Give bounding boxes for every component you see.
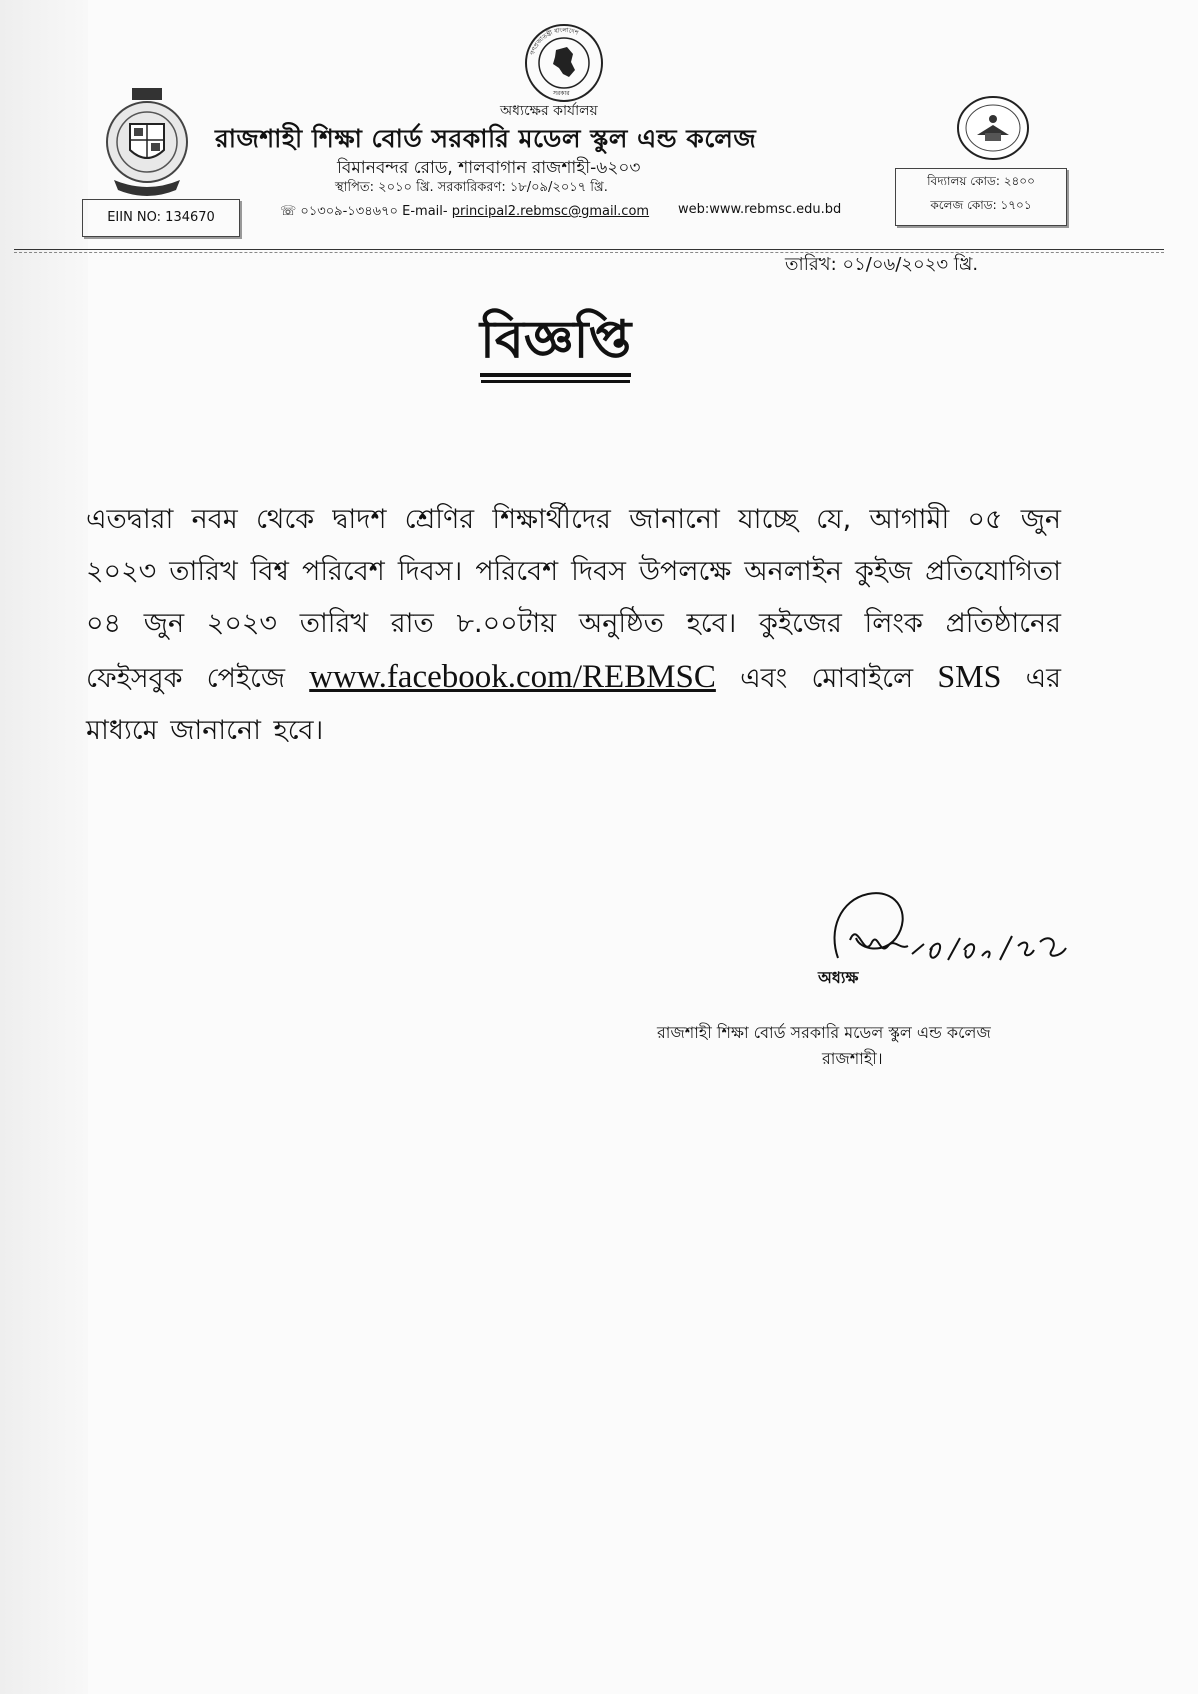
code-box: [895, 168, 1067, 226]
svg-text:সরকার: সরকার: [553, 90, 570, 97]
establishment-info: স্থাপিত: ২০১০ খ্রি. সরকারিকরণ: ১৮/০৯/২০১৭ খ্রি.: [335, 180, 608, 195]
facebook-link[interactable]: www.facebook.com/REBMSC: [309, 659, 716, 695]
school-address: বিমানবন্দর রোড, শালবাগান রাজশাহী-৬২০৩: [337, 158, 641, 178]
website-link[interactable]: web:www.rebmsc.edu.bd: [678, 202, 842, 217]
notice-body-text: এতদ্বারা নবম থেকে দ্বাদশ শ্রেণির শিক্ষার্থীদের জানানো যাচ্ছে যে, আগামী ০৫ জুন ২০২৩ তারিখ বিশ্ব পরিবেশ দিবস। পরিবেশ দিবস উপলক্ষে অনলাইন কুইজ প্রতিযোগিতা ০৪ জুন ২০২৩ তারিখ রাত ৮.০০টায় অনুষ্ঠিত হবে। কুইজের লিংক প্রতিষ্ঠানের ফেইসবুক পেইজে: [86, 504, 1061, 694]
office-label: অধ্যক্ষের কার্যালয়: [500, 103, 598, 119]
school-crest-icon: [102, 84, 192, 200]
svg-text:গণপ্রজাতন্ত্রী বাংলাদেশ: গণপ্রজাতন্ত্রী বাংলাদেশ: [529, 26, 580, 56]
school-name-heading: রাজশাহী শিক্ষা বোর্ড সরকারি মডেল স্কুল এন্ড কলেজ: [215, 124, 757, 153]
notice-body-text-3: এর মাধ্যমে জানানো হবে।: [86, 663, 1061, 746]
scan-edge-shadow: [0, 0, 88, 1694]
notice-body-text-2: এবং মোবাইলে: [740, 663, 914, 694]
signature-city: রাজশাহী।: [822, 1049, 883, 1068]
principal-title: অধ্যক্ষ: [818, 968, 859, 987]
notice-date: তারিখ: ০১/০৬/২০২৩ খ্রি.: [785, 254, 979, 275]
notice-body: [86, 494, 1061, 757]
college-code: কলেজ কোড: ১৭০১: [930, 198, 1032, 212]
contact-info: [280, 202, 649, 223]
education-logo-icon: [955, 95, 1031, 161]
sms-label: SMS: [937, 658, 1002, 694]
phone-number: ☏ ০১৩০৯-১৩৪৬৭০: [280, 204, 398, 219]
email-label: E-mail-: [402, 204, 448, 219]
email-link[interactable]: principal2.rebmsc@gmail.com: [451, 204, 650, 219]
header-divider: [14, 249, 1164, 250]
header-divider-secondary: [14, 252, 1164, 253]
notice-title: বিজ্ঞপ্তি: [480, 307, 631, 377]
eiin-box: EIIN NO: 134670: [82, 199, 240, 237]
principal-signature: [820, 880, 1090, 990]
government-seal-icon: [523, 22, 605, 104]
school-code: বিদ্যালয় কোড: ২৪০০: [927, 174, 1035, 188]
signature-school-name: রাজশাহী শিক্ষা বোর্ড সরকারি মডেল স্কুল এন্ড কলেজ: [657, 1023, 991, 1042]
